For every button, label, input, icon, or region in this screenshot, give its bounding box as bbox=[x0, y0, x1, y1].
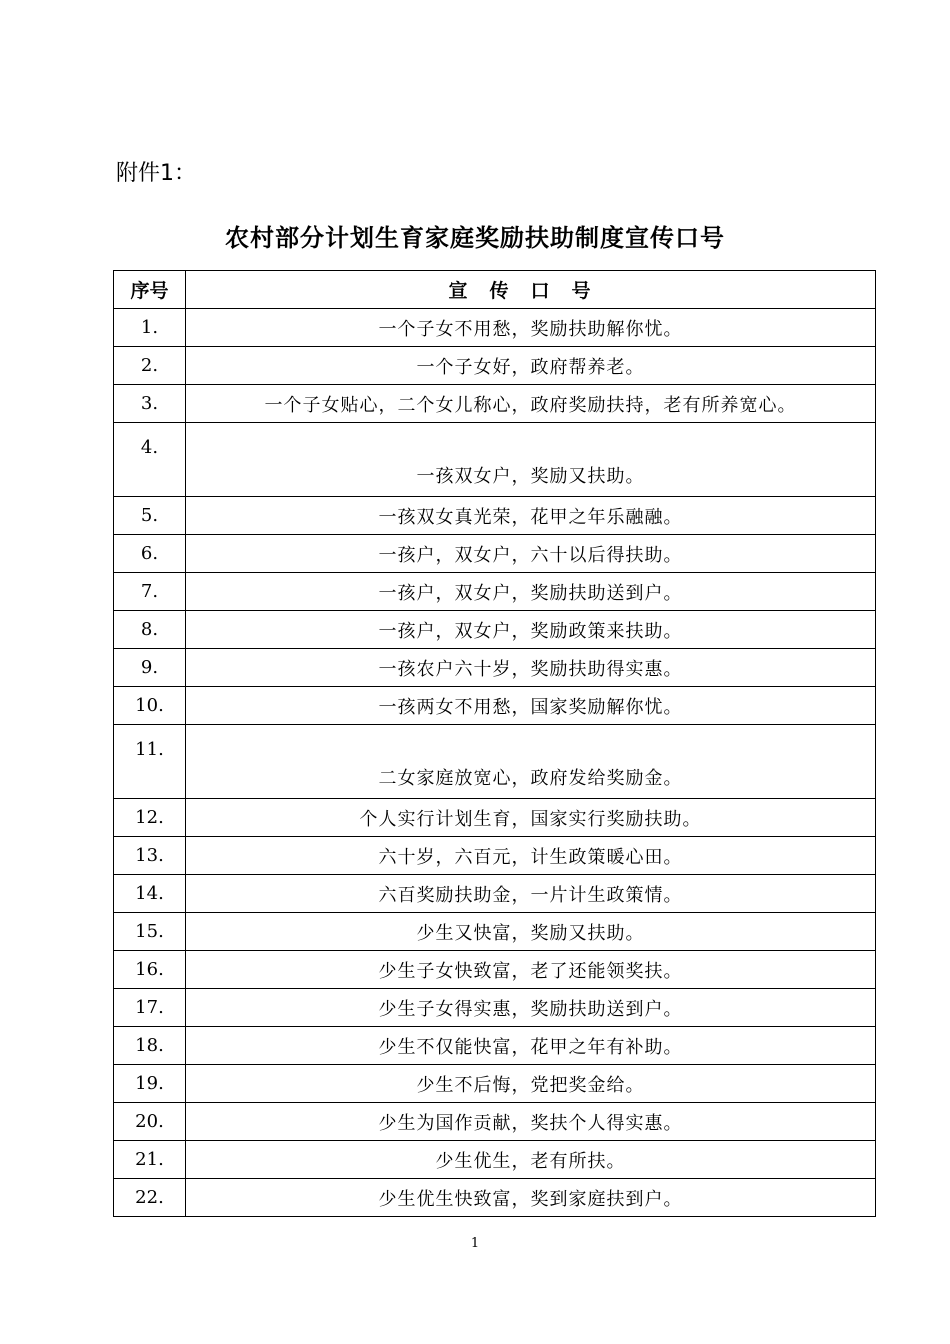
row-number: 4. bbox=[114, 423, 186, 497]
row-slogan: 少生优生快致富，奖到家庭扶到户。 bbox=[186, 1179, 876, 1217]
table-row bbox=[114, 913, 876, 951]
row-number: 2. bbox=[114, 347, 186, 385]
row-number: 16. bbox=[114, 951, 186, 989]
table-row bbox=[114, 875, 876, 913]
table-row bbox=[114, 611, 876, 649]
row-slogan: 一个子女贴心，二个女儿称心，政府奖励扶持，老有所养宽心。 bbox=[186, 385, 876, 423]
row-slogan: 少生子女快致富，老了还能领奖扶。 bbox=[186, 951, 876, 989]
row-number: 1. bbox=[114, 309, 186, 347]
table-row bbox=[114, 1065, 876, 1103]
row-number: 7. bbox=[114, 573, 186, 611]
row-number: 6. bbox=[114, 535, 186, 573]
table-body bbox=[114, 309, 876, 1217]
attachment-label: 附件1： bbox=[116, 161, 196, 186]
row-slogan: 少生不后悔，党把奖金给。 bbox=[186, 1065, 876, 1103]
table-row bbox=[114, 423, 876, 497]
table-row bbox=[114, 385, 876, 423]
row-number: 12. bbox=[114, 799, 186, 837]
row-number: 18. bbox=[114, 1027, 186, 1065]
row-number: 9. bbox=[114, 649, 186, 687]
row-number: 10. bbox=[114, 687, 186, 725]
table-row bbox=[114, 1103, 876, 1141]
table-row bbox=[114, 347, 876, 385]
row-number: 22. bbox=[114, 1179, 186, 1217]
row-number: 13. bbox=[114, 837, 186, 875]
row-number: 8. bbox=[114, 611, 186, 649]
row-number: 19. bbox=[114, 1065, 186, 1103]
table-row bbox=[114, 1179, 876, 1217]
table-row bbox=[114, 687, 876, 725]
document-title: 农村部分计划生育家庭奖励扶助制度宣传口号 bbox=[225, 224, 725, 252]
table-row bbox=[114, 649, 876, 687]
table-header-row bbox=[114, 271, 876, 309]
row-number: 5. bbox=[114, 497, 186, 535]
row-slogan: 一孩户，双女户，奖励扶助送到户。 bbox=[186, 573, 876, 611]
table-row bbox=[114, 573, 876, 611]
row-slogan: 少生子女得实惠，奖励扶助送到户。 bbox=[186, 989, 876, 1027]
table-row bbox=[114, 951, 876, 989]
row-slogan: 一孩户，双女户，六十以后得扶助。 bbox=[186, 535, 876, 573]
row-slogan: 少生又快富，奖励又扶助。 bbox=[186, 913, 876, 951]
header-slogan: 宣传口号 bbox=[186, 271, 876, 309]
row-slogan: 少生优生，老有所扶。 bbox=[186, 1141, 876, 1179]
table-row bbox=[114, 799, 876, 837]
row-slogan: 一个子女不用愁，奖励扶助解你忧。 bbox=[186, 309, 876, 347]
row-slogan: 一个子女好，政府帮养老。 bbox=[186, 347, 876, 385]
row-slogan: 少生为国作贡献，奖扶个人得实惠。 bbox=[186, 1103, 876, 1141]
page-number: 1 bbox=[470, 1236, 480, 1251]
table-row bbox=[114, 837, 876, 875]
table-row bbox=[114, 535, 876, 573]
row-number: 3. bbox=[114, 385, 186, 423]
row-slogan: 六百奖励扶助金，一片计生政策情。 bbox=[186, 875, 876, 913]
table-row bbox=[114, 1027, 876, 1065]
row-slogan: 一孩农户六十岁，奖励扶助得实惠。 bbox=[186, 649, 876, 687]
table-row bbox=[114, 989, 876, 1027]
row-slogan: 六十岁，六百元，计生政策暖心田。 bbox=[186, 837, 876, 875]
row-number: 20. bbox=[114, 1103, 186, 1141]
slogan-table bbox=[113, 270, 876, 1217]
row-number: 14. bbox=[114, 875, 186, 913]
row-number: 15. bbox=[114, 913, 186, 951]
row-slogan: 个人实行计划生育，国家实行奖励扶助。 bbox=[186, 799, 876, 837]
row-slogan: 少生不仅能快富，花甲之年有补助。 bbox=[186, 1027, 876, 1065]
row-slogan: 一孩双女户，奖励又扶助。 bbox=[186, 423, 876, 497]
row-number: 21. bbox=[114, 1141, 186, 1179]
row-slogan: 二女家庭放宽心，政府发给奖励金。 bbox=[186, 725, 876, 799]
table-row bbox=[114, 309, 876, 347]
header-number: 序号 bbox=[114, 271, 186, 309]
table-row bbox=[114, 497, 876, 535]
row-slogan: 一孩户，双女户，奖励政策来扶助。 bbox=[186, 611, 876, 649]
row-number: 17. bbox=[114, 989, 186, 1027]
row-slogan: 一孩双女真光荣，花甲之年乐融融。 bbox=[186, 497, 876, 535]
table-row bbox=[114, 725, 876, 799]
table-row bbox=[114, 1141, 876, 1179]
row-number: 11. bbox=[114, 725, 186, 799]
row-slogan: 一孩两女不用愁，国家奖励解你忧。 bbox=[186, 687, 876, 725]
